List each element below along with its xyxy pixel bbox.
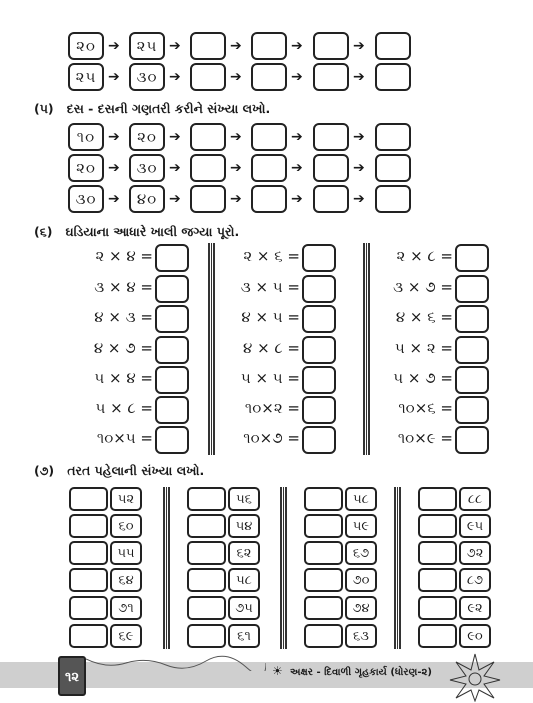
answer-box[interactable] xyxy=(69,487,108,511)
given-number: ૬૨ xyxy=(228,541,260,565)
answer-box[interactable] xyxy=(187,514,226,538)
given-number: ૬૧ xyxy=(228,624,260,648)
answer-box[interactable] xyxy=(155,336,189,364)
chain-given-number: ૩૦ xyxy=(129,154,165,182)
answer-box[interactable] xyxy=(418,514,457,538)
chain-answer-box[interactable] xyxy=(313,185,349,213)
right-arrow-icon: ➔ xyxy=(230,160,242,176)
chain-given-number: ૨૦ xyxy=(129,123,165,151)
chain-answer-box[interactable] xyxy=(313,63,349,91)
answer-box[interactable] xyxy=(455,396,489,424)
right-arrow-icon: ➔ xyxy=(230,191,242,207)
chain-answer-box[interactable] xyxy=(313,123,349,151)
answer-box[interactable] xyxy=(455,336,489,364)
chain-answer-box[interactable] xyxy=(375,185,411,213)
answer-box[interactable] xyxy=(155,275,189,303)
right-arrow-icon: ➔ xyxy=(353,38,365,54)
right-arrow-icon: ➔ xyxy=(230,129,242,145)
given-number: ૫૬ xyxy=(228,487,260,511)
answer-box[interactable] xyxy=(304,596,343,620)
answer-box[interactable] xyxy=(69,624,108,648)
column-divider xyxy=(394,487,401,649)
answer-box[interactable] xyxy=(455,426,489,454)
multiplication-expression: ૨ × ૬ = xyxy=(243,247,300,265)
right-arrow-icon: ➔ xyxy=(353,69,365,85)
multiplication-expression: ૩ × ૫ = xyxy=(240,278,300,296)
multiplication-expression: ૧૦×૫ = xyxy=(96,429,153,447)
answer-box[interactable] xyxy=(455,275,489,303)
column-divider xyxy=(208,243,215,455)
multiplication-expression: ૧૦×૭ = xyxy=(243,429,300,447)
multiplication-expression: ૧૦×૬ = xyxy=(398,399,453,417)
multiplication-expression: ૩ × ૭ = xyxy=(393,278,453,296)
answer-box[interactable] xyxy=(418,596,457,620)
answer-box[interactable] xyxy=(155,244,189,272)
given-number: ૯૫ xyxy=(459,514,491,538)
answer-box[interactable] xyxy=(155,366,189,394)
given-number: ૫૨ xyxy=(110,487,142,511)
chain-given-number: ૨૦ xyxy=(68,32,104,60)
given-number: ૭૪ xyxy=(345,596,377,620)
multiplication-expression: ૫ × ૪ = xyxy=(94,369,153,387)
answer-box[interactable] xyxy=(302,336,336,364)
right-arrow-icon: ➔ xyxy=(230,69,242,85)
chain-answer-box[interactable] xyxy=(375,32,411,60)
right-arrow-icon: ➔ xyxy=(353,129,365,145)
answer-box[interactable] xyxy=(155,396,189,424)
given-number: ૮૭ xyxy=(459,568,491,592)
given-number: ૬૯ xyxy=(110,624,142,648)
section-6-heading xyxy=(34,224,239,240)
section-5-heading xyxy=(34,101,270,117)
page-number: ૧૨ xyxy=(64,670,79,685)
decorative-wave-line xyxy=(86,655,266,671)
page-number-tab xyxy=(58,656,86,696)
multiplication-expression: ૫ × ૮ = xyxy=(95,399,153,417)
chain-answer-box[interactable] xyxy=(190,32,226,60)
given-number: ૭૧ xyxy=(110,596,142,620)
multiplication-expression: ૪ × ૮ = xyxy=(243,339,300,357)
section-5-label: (૫) xyxy=(34,101,54,116)
chain-answer-box[interactable] xyxy=(375,63,411,91)
chain-given-number: ૨૫ xyxy=(129,32,165,60)
multiplication-expression: ૧૦×૯ = xyxy=(397,429,453,447)
answer-box[interactable] xyxy=(418,487,457,511)
right-arrow-icon: ➔ xyxy=(353,191,365,207)
right-arrow-icon: ➔ xyxy=(291,191,303,207)
right-arrow-icon: ➔ xyxy=(108,191,120,207)
answer-box[interactable] xyxy=(302,426,336,454)
answer-box[interactable] xyxy=(302,305,336,333)
chain-given-number: ૧૦ xyxy=(68,123,104,151)
right-arrow-icon: ➔ xyxy=(169,160,181,176)
answer-box[interactable] xyxy=(155,305,189,333)
column-divider xyxy=(163,487,170,649)
answer-box[interactable] xyxy=(304,624,343,648)
multiplication-expression: ૫ × ૨ = xyxy=(394,339,453,357)
answer-box[interactable] xyxy=(455,366,489,394)
multiplication-expression: ૨ × ૮ = xyxy=(396,247,453,265)
answer-box[interactable] xyxy=(187,596,226,620)
answer-box[interactable] xyxy=(187,624,226,648)
right-arrow-icon: ➔ xyxy=(108,38,120,54)
answer-box[interactable] xyxy=(187,487,226,511)
multiplication-expression: ૫ × ૫ = xyxy=(240,369,300,387)
answer-box[interactable] xyxy=(69,514,108,538)
column-divider xyxy=(280,487,287,649)
given-number: ૭૨ xyxy=(459,541,491,565)
given-number: ૬૭ xyxy=(345,541,377,565)
chain-answer-box[interactable] xyxy=(251,32,287,60)
decorative-star-illustration xyxy=(448,652,502,702)
section-6-label: (૬) xyxy=(34,224,53,239)
multiplication-expression: ૪ × ૭ = xyxy=(93,339,153,357)
right-arrow-icon: ➔ xyxy=(291,38,303,54)
given-number: ૫૪ xyxy=(228,514,260,538)
multiplication-expression: ૫ × ૭ = xyxy=(393,369,453,387)
right-arrow-icon: ➔ xyxy=(169,69,181,85)
lamp-icon: ☀ xyxy=(272,664,283,678)
answer-box[interactable] xyxy=(302,275,336,303)
chain-answer-box[interactable] xyxy=(190,185,226,213)
right-arrow-icon: ➔ xyxy=(108,160,120,176)
multiplication-expression: ૩ × ૪ = xyxy=(94,278,153,296)
answer-box[interactable] xyxy=(69,541,108,565)
given-number: ૫૯ xyxy=(345,514,377,538)
given-number: ૫૮ xyxy=(228,568,260,592)
given-number: ૯૨ xyxy=(459,596,491,620)
chain-answer-box[interactable] xyxy=(251,63,287,91)
answer-box[interactable] xyxy=(304,487,343,511)
chain-given-number: ૨૫ xyxy=(68,63,104,91)
given-number: ૬૩ xyxy=(345,624,377,648)
column-divider xyxy=(363,243,370,455)
section-6-title: ઘડિયાના આધારે ખાલી જગ્યા પૂરો. xyxy=(65,224,240,239)
multiplication-expression: ૧૦×૨ = xyxy=(244,399,300,417)
multiplication-expression: ૨ × ૪ = xyxy=(95,247,153,265)
chain-answer-box[interactable] xyxy=(313,32,349,60)
answer-box[interactable] xyxy=(302,366,336,394)
right-arrow-icon: ➔ xyxy=(108,69,120,85)
section-7-title: તરત પહેલાની સંખ્યા લખો. xyxy=(67,463,205,478)
chain-given-number: ૩૦ xyxy=(129,63,165,91)
section-5-title: દસ - દસની ગણતરી કરીને સંખ્યા લખો. xyxy=(66,101,271,116)
answer-box[interactable] xyxy=(187,568,226,592)
right-arrow-icon: ➔ xyxy=(291,129,303,145)
right-arrow-icon: ➔ xyxy=(353,160,365,176)
chain-answer-box[interactable] xyxy=(251,123,287,151)
chain-given-number: ૪૦ xyxy=(129,185,165,213)
right-arrow-icon: ➔ xyxy=(108,129,120,145)
given-number: ૯૦ xyxy=(459,624,491,648)
answer-box[interactable] xyxy=(418,568,457,592)
given-number: ૬૪ xyxy=(110,568,142,592)
chain-answer-box[interactable] xyxy=(375,154,411,182)
given-number: ૭૫ xyxy=(228,596,260,620)
multiplication-expression: ૪ × ૫ = xyxy=(241,308,300,326)
answer-box[interactable] xyxy=(187,541,226,565)
answer-box[interactable] xyxy=(418,624,457,648)
right-arrow-icon: ➔ xyxy=(291,69,303,85)
right-arrow-icon: ➔ xyxy=(291,160,303,176)
chain-answer-box[interactable] xyxy=(251,185,287,213)
right-arrow-icon: ➔ xyxy=(169,38,181,54)
multiplication-expression: ૪ × ૩ = xyxy=(94,308,153,326)
answer-box[interactable] xyxy=(304,568,343,592)
section-7-label: (૭) xyxy=(34,463,55,478)
answer-box[interactable] xyxy=(304,514,343,538)
chain-answer-box[interactable] xyxy=(251,154,287,182)
chain-given-number: ૩૦ xyxy=(68,185,104,213)
multiplication-expression: ૪ × ૬ = xyxy=(395,308,453,326)
right-arrow-icon: ➔ xyxy=(230,38,242,54)
chain-given-number: ૨૦ xyxy=(68,154,104,182)
chain-answer-box[interactable] xyxy=(375,123,411,151)
footer-text: અક્ષર - દિવાળી ગૃહકાર્ય (ધોરણ-૨) xyxy=(290,667,432,678)
right-arrow-icon: ➔ xyxy=(169,191,181,207)
answer-box[interactable] xyxy=(302,396,336,424)
given-number: ૬૦ xyxy=(110,514,142,538)
given-number: ૫૫ xyxy=(110,541,142,565)
chain-answer-box[interactable] xyxy=(190,63,226,91)
chain-answer-box[interactable] xyxy=(190,123,226,151)
answer-box[interactable] xyxy=(155,426,189,454)
answer-box[interactable] xyxy=(69,596,108,620)
answer-box[interactable] xyxy=(69,568,108,592)
answer-box[interactable] xyxy=(455,305,489,333)
right-arrow-icon: ➔ xyxy=(169,129,181,145)
chain-answer-box[interactable] xyxy=(190,154,226,182)
section-7-heading xyxy=(34,463,204,479)
answer-box[interactable] xyxy=(304,541,343,565)
answer-box[interactable] xyxy=(418,541,457,565)
chain-answer-box[interactable] xyxy=(313,154,349,182)
answer-box[interactable] xyxy=(455,244,489,272)
given-number: ૮૮ xyxy=(459,487,491,511)
given-number: ૭૦ xyxy=(345,568,377,592)
answer-box[interactable] xyxy=(302,244,336,272)
given-number: ૫૮ xyxy=(345,487,377,511)
